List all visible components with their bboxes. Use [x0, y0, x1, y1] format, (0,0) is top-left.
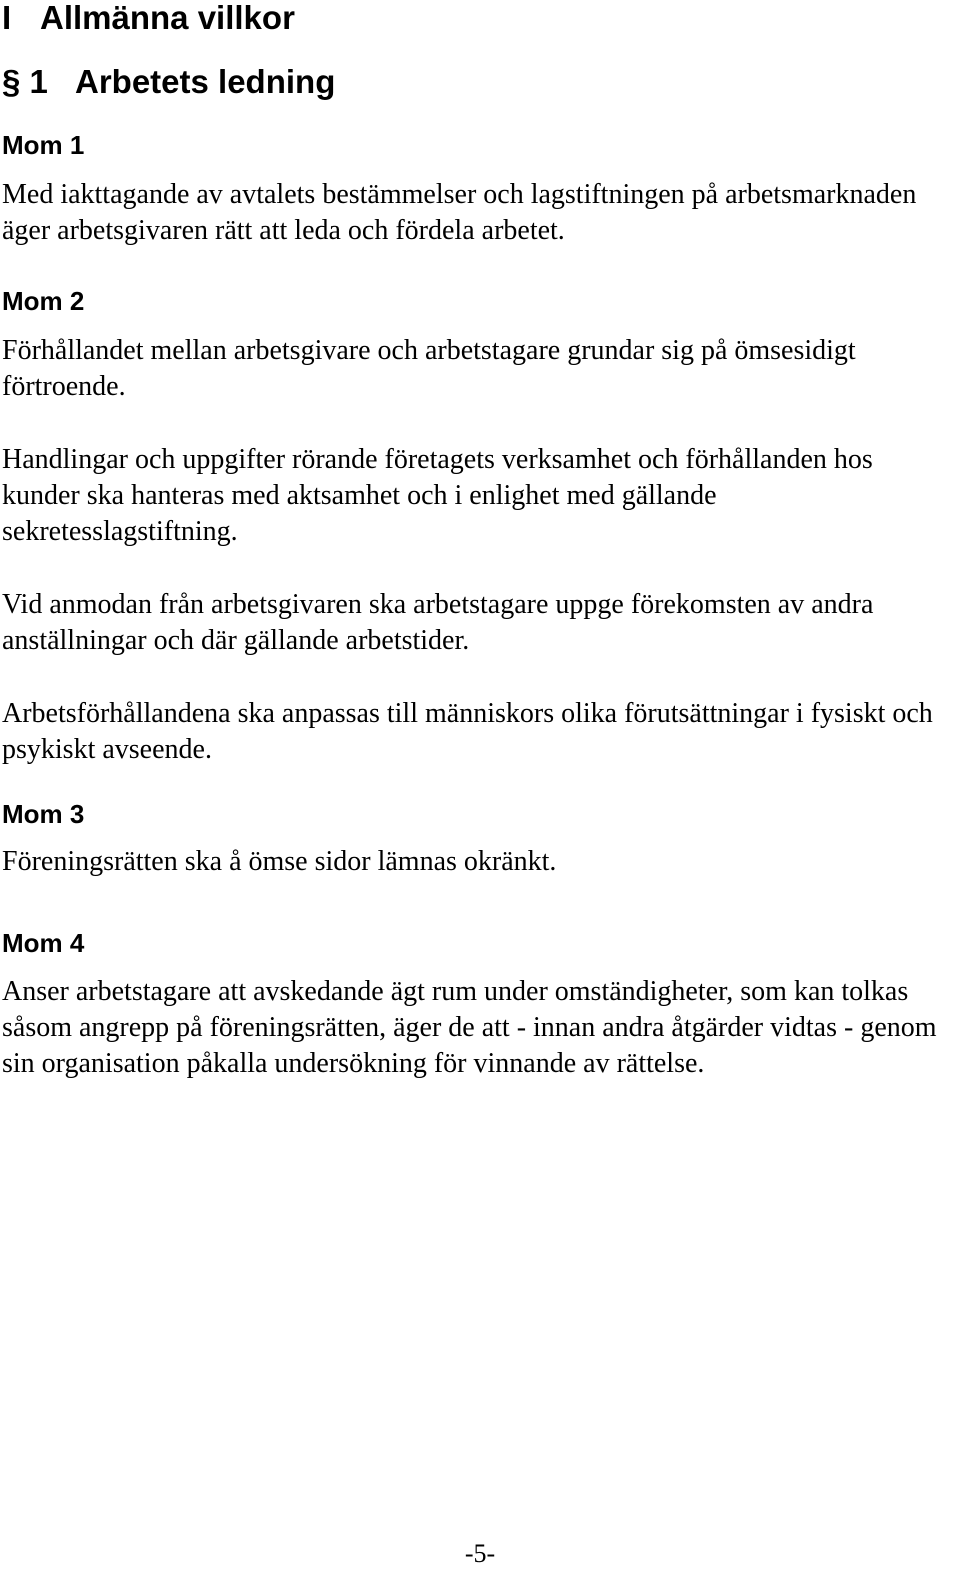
mom-3-heading: Mom 3	[2, 799, 85, 829]
mom-2-paragraph-2: Handlingar och uppgifter rörande företagets verksamhet och förhållanden hos kunder ska hanteras med aktsamhet och i enlighet med gällande sekretesslagstiftning.	[2, 444, 873, 547]
chapter-heading	[2, 0, 295, 38]
mom-1-paragraph-1: Med iakttagande av avtalets bestämmelser och lagstiftningen på arbetsmarknaden äger arbetsgivaren rätt att leda och fördela arbetet.	[2, 179, 917, 246]
chapter-title: Allmänna villkor	[40, 0, 295, 36]
page-number: -5-	[464, 1539, 496, 1568]
section-heading	[2, 62, 335, 102]
mom-4-heading: Mom 4	[2, 928, 85, 958]
mom-2-paragraph-3: Vid anmodan från arbetsgivaren ska arbetstagare uppge förekomsten av andra anställningar och där gällande arbetstider.	[2, 589, 874, 656]
chapter-number: I	[2, 0, 12, 36]
mom-4-paragraph-1: Anser arbetstagare att avskedande ägt rum under omständigheter, som kan tolkas såsom angrepp på föreningsrätten, äger de att - innan andra åtgärder vidtas - genom sin organisation påkalla undersökning för vinnande av rättelse.	[2, 976, 937, 1079]
mom-2-paragraph-1: Förhållandet mellan arbetsgivare och arbetstagare grundar sig på ömsesidigt förtroende.	[2, 335, 856, 402]
mom-1-heading: Mom 1	[2, 130, 85, 160]
mom-2-heading: Mom 2	[2, 286, 85, 316]
section-title: Arbetets ledning	[75, 63, 336, 100]
mom-3-paragraph-1: Föreningsrätten ska å ömse sidor lämnas okränkt.	[2, 846, 557, 877]
section-number: § 1	[2, 63, 48, 100]
mom-2-paragraph-4: Arbetsförhållandena ska anpassas till människors olika förutsättningar i fysiskt och psykiskt avseende.	[2, 698, 933, 765]
